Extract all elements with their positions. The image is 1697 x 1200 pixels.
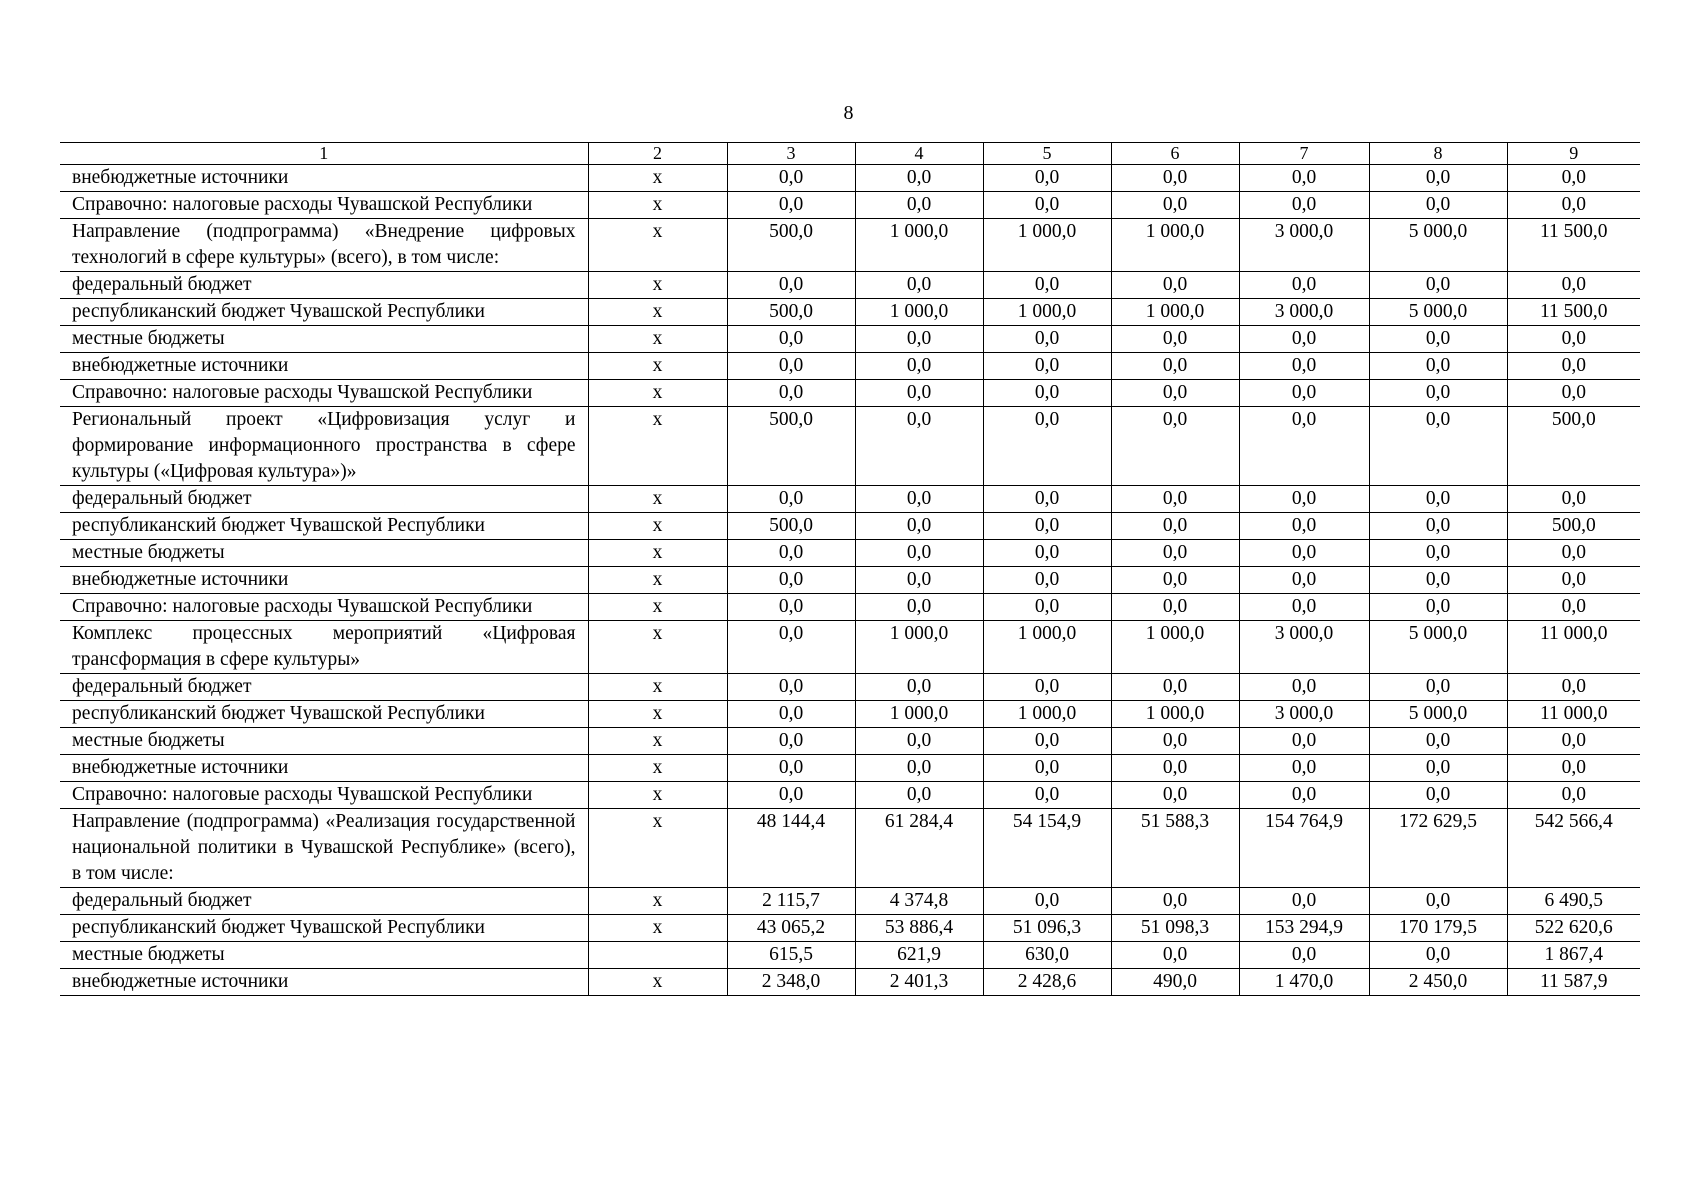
value-cell: 5 000,0: [1369, 701, 1507, 728]
value-cell: 0,0: [1369, 567, 1507, 594]
value-cell: 0,0: [1239, 728, 1369, 755]
row-label: внебюджетные источники: [60, 353, 588, 380]
value-cell: 0,0: [1369, 513, 1507, 540]
value-cell: 0,0: [1111, 755, 1239, 782]
row-code: x: [588, 755, 727, 782]
value-cell: 11 500,0: [1507, 219, 1640, 272]
value-cell: 3 000,0: [1239, 701, 1369, 728]
value-cell: 11 000,0: [1507, 701, 1640, 728]
value-cell: 1 470,0: [1239, 969, 1369, 996]
value-cell: 0,0: [1239, 513, 1369, 540]
value-cell: 0,0: [983, 192, 1111, 219]
table-row: [60, 407, 1640, 486]
value-cell: 43 065,2: [727, 915, 855, 942]
value-cell: 0,0: [1111, 380, 1239, 407]
value-cell: 0,0: [1239, 192, 1369, 219]
value-cell: 1 000,0: [855, 701, 983, 728]
value-cell: 0,0: [1239, 407, 1369, 486]
value-cell: 0,0: [1239, 674, 1369, 701]
table-row: [60, 915, 1640, 942]
table-row: [60, 513, 1640, 540]
column-number-4: 4: [855, 143, 983, 165]
value-cell: 0,0: [727, 674, 855, 701]
value-cell: 172 629,5: [1369, 809, 1507, 888]
value-cell: 0,0: [1239, 942, 1369, 969]
table-row: [60, 594, 1640, 621]
value-cell: 2 348,0: [727, 969, 855, 996]
value-cell: 51 098,3: [1111, 915, 1239, 942]
row-label: федеральный бюджет: [60, 674, 588, 701]
value-cell: 5 000,0: [1369, 621, 1507, 674]
row-code: x: [588, 272, 727, 299]
value-cell: 0,0: [727, 621, 855, 674]
value-cell: 0,0: [1507, 755, 1640, 782]
table-row: [60, 969, 1640, 996]
value-cell: 0,0: [855, 728, 983, 755]
column-number-2: 2: [588, 143, 727, 165]
value-cell: 0,0: [1369, 942, 1507, 969]
row-label: республиканский бюджет Чувашской Республики: [60, 513, 588, 540]
value-cell: 0,0: [1111, 326, 1239, 353]
value-cell: 0,0: [1507, 192, 1640, 219]
row-code: x: [588, 915, 727, 942]
table-row: [60, 809, 1640, 888]
value-cell: 1 000,0: [983, 621, 1111, 674]
value-cell: 53 886,4: [855, 915, 983, 942]
table-row: [60, 486, 1640, 513]
value-cell: 3 000,0: [1239, 621, 1369, 674]
value-cell: 500,0: [727, 299, 855, 326]
column-number-8: 8: [1369, 143, 1507, 165]
value-cell: 0,0: [855, 594, 983, 621]
value-cell: 11 000,0: [1507, 621, 1640, 674]
value-cell: 0,0: [1239, 272, 1369, 299]
row-code: x: [588, 219, 727, 272]
value-cell: 0,0: [1369, 540, 1507, 567]
value-cell: 3 000,0: [1239, 219, 1369, 272]
value-cell: 0,0: [855, 165, 983, 192]
row-label: местные бюджеты: [60, 540, 588, 567]
value-cell: 51 588,3: [1111, 809, 1239, 888]
value-cell: 0,0: [727, 567, 855, 594]
value-cell: 0,0: [1239, 567, 1369, 594]
value-cell: 0,0: [1111, 353, 1239, 380]
value-cell: 0,0: [1111, 407, 1239, 486]
value-cell: 0,0: [1239, 486, 1369, 513]
value-cell: 0,0: [983, 326, 1111, 353]
row-label: Справочно: налоговые расходы Чувашской Республики: [60, 192, 588, 219]
value-cell: 0,0: [983, 513, 1111, 540]
value-cell: 51 096,3: [983, 915, 1111, 942]
column-number-9: 9: [1507, 143, 1640, 165]
row-label: местные бюджеты: [60, 326, 588, 353]
value-cell: 3 000,0: [1239, 299, 1369, 326]
value-cell: 0,0: [983, 674, 1111, 701]
value-cell: 54 154,9: [983, 809, 1111, 888]
value-cell: 0,0: [983, 755, 1111, 782]
value-cell: 0,0: [1369, 353, 1507, 380]
value-cell: 2 115,7: [727, 888, 855, 915]
value-cell: 0,0: [855, 192, 983, 219]
table-row: [60, 165, 1640, 192]
row-label: внебюджетные источники: [60, 567, 588, 594]
value-cell: 0,0: [1239, 326, 1369, 353]
row-label: федеральный бюджет: [60, 272, 588, 299]
value-cell: 0,0: [1111, 165, 1239, 192]
row-label: Направление (подпрограмма) «Внедрение цифровых технологий в сфере культуры» (всего), в том числе:: [60, 219, 588, 272]
value-cell: 61 284,4: [855, 809, 983, 888]
row-code: [588, 942, 727, 969]
table-row: [60, 540, 1640, 567]
value-cell: 0,0: [855, 407, 983, 486]
value-cell: 5 000,0: [1369, 219, 1507, 272]
row-code: x: [588, 513, 727, 540]
table-row: [60, 299, 1640, 326]
value-cell: 0,0: [1111, 728, 1239, 755]
row-code: x: [588, 782, 727, 809]
value-cell: 153 294,9: [1239, 915, 1369, 942]
value-cell: 0,0: [1111, 594, 1239, 621]
value-cell: 0,0: [1507, 272, 1640, 299]
value-cell: 1 000,0: [1111, 299, 1239, 326]
value-cell: 0,0: [1369, 192, 1507, 219]
table-row: [60, 219, 1640, 272]
row-label: внебюджетные источники: [60, 755, 588, 782]
row-code: x: [588, 407, 727, 486]
value-cell: 0,0: [983, 540, 1111, 567]
value-cell: 500,0: [1507, 407, 1640, 486]
value-cell: 1 000,0: [855, 299, 983, 326]
value-cell: 0,0: [1239, 755, 1369, 782]
value-cell: 1 000,0: [1111, 219, 1239, 272]
value-cell: 615,5: [727, 942, 855, 969]
value-cell: 0,0: [1111, 486, 1239, 513]
value-cell: 0,0: [1239, 594, 1369, 621]
value-cell: 0,0: [1111, 674, 1239, 701]
value-cell: 1 000,0: [983, 299, 1111, 326]
value-cell: 0,0: [727, 192, 855, 219]
row-label: республиканский бюджет Чувашской Республики: [60, 701, 588, 728]
table-row: [60, 192, 1640, 219]
row-label: Направление (подпрограмма) «Реализация государственной национальной политики в Чувашской Республике» (всего), в том числе:: [60, 809, 588, 888]
value-cell: 0,0: [855, 326, 983, 353]
value-cell: 0,0: [727, 165, 855, 192]
value-cell: 0,0: [727, 272, 855, 299]
value-cell: 0,0: [855, 380, 983, 407]
value-cell: 0,0: [1111, 567, 1239, 594]
row-code: x: [588, 353, 727, 380]
value-cell: 0,0: [727, 728, 855, 755]
value-cell: 4 374,8: [855, 888, 983, 915]
table-row: [60, 674, 1640, 701]
value-cell: 0,0: [1369, 888, 1507, 915]
value-cell: 0,0: [727, 353, 855, 380]
value-cell: 0,0: [1507, 165, 1640, 192]
row-label: внебюджетные источники: [60, 165, 588, 192]
value-cell: 0,0: [1239, 540, 1369, 567]
value-cell: 0,0: [983, 888, 1111, 915]
table-row: [60, 567, 1640, 594]
column-number-3: 3: [727, 143, 855, 165]
row-code: x: [588, 674, 727, 701]
row-code: x: [588, 809, 727, 888]
value-cell: 500,0: [1507, 513, 1640, 540]
value-cell: 542 566,4: [1507, 809, 1640, 888]
value-cell: 0,0: [1507, 567, 1640, 594]
value-cell: 0,0: [1111, 513, 1239, 540]
value-cell: 0,0: [727, 701, 855, 728]
table-row: [60, 888, 1640, 915]
value-cell: 0,0: [1507, 594, 1640, 621]
value-cell: 0,0: [855, 567, 983, 594]
value-cell: 154 764,9: [1239, 809, 1369, 888]
column-number-6: 6: [1111, 143, 1239, 165]
value-cell: 0,0: [1369, 782, 1507, 809]
row-label: местные бюджеты: [60, 942, 588, 969]
value-cell: 11 500,0: [1507, 299, 1640, 326]
value-cell: 630,0: [983, 942, 1111, 969]
value-cell: 0,0: [983, 165, 1111, 192]
value-cell: 0,0: [1507, 380, 1640, 407]
value-cell: 0,0: [1111, 192, 1239, 219]
row-code: x: [588, 728, 727, 755]
value-cell: 0,0: [983, 594, 1111, 621]
value-cell: 0,0: [727, 540, 855, 567]
table-row: [60, 701, 1640, 728]
value-cell: 2 428,6: [983, 969, 1111, 996]
column-number-row: [60, 143, 1640, 165]
value-cell: 1 000,0: [1111, 621, 1239, 674]
value-cell: 490,0: [1111, 969, 1239, 996]
value-cell: 0,0: [1111, 942, 1239, 969]
value-cell: 0,0: [1507, 353, 1640, 380]
row-code: x: [588, 969, 727, 996]
row-label: местные бюджеты: [60, 728, 588, 755]
value-cell: 500,0: [727, 513, 855, 540]
row-code: x: [588, 192, 727, 219]
row-code: x: [588, 567, 727, 594]
value-cell: 0,0: [727, 380, 855, 407]
value-cell: 0,0: [1369, 272, 1507, 299]
column-number-7: 7: [1239, 143, 1369, 165]
table-row: [60, 353, 1640, 380]
value-cell: 0,0: [1239, 888, 1369, 915]
value-cell: 0,0: [983, 407, 1111, 486]
row-label: республиканский бюджет Чувашской Республики: [60, 299, 588, 326]
value-cell: 0,0: [855, 782, 983, 809]
value-cell: 0,0: [1369, 755, 1507, 782]
row-code: x: [588, 888, 727, 915]
table-row: [60, 942, 1640, 969]
value-cell: 11 587,9: [1507, 969, 1640, 996]
value-cell: 0,0: [983, 486, 1111, 513]
value-cell: 1 000,0: [855, 219, 983, 272]
value-cell: 0,0: [855, 513, 983, 540]
value-cell: 2 450,0: [1369, 969, 1507, 996]
value-cell: 0,0: [727, 486, 855, 513]
value-cell: 0,0: [855, 353, 983, 380]
value-cell: 0,0: [1507, 326, 1640, 353]
value-cell: 0,0: [855, 272, 983, 299]
value-cell: 0,0: [727, 594, 855, 621]
budget-table: [60, 142, 1640, 996]
value-cell: 0,0: [1369, 594, 1507, 621]
table-row: [60, 380, 1640, 407]
table-row: [60, 326, 1640, 353]
value-cell: 0,0: [1111, 540, 1239, 567]
value-cell: 0,0: [983, 353, 1111, 380]
row-label: Региональный проект «Цифровизация услуг и формирование информационного пространства в сфере культуры («Цифровая культура»)»: [60, 407, 588, 486]
value-cell: 5 000,0: [1369, 299, 1507, 326]
row-label: Справочно: налоговые расходы Чувашской Республики: [60, 380, 588, 407]
value-cell: 0,0: [1239, 380, 1369, 407]
column-number-5: 5: [983, 143, 1111, 165]
value-cell: 0,0: [983, 782, 1111, 809]
value-cell: 0,0: [1507, 782, 1640, 809]
value-cell: 0,0: [983, 567, 1111, 594]
value-cell: 0,0: [1507, 674, 1640, 701]
value-cell: 0,0: [855, 486, 983, 513]
value-cell: 0,0: [983, 380, 1111, 407]
value-cell: 6 490,5: [1507, 888, 1640, 915]
value-cell: 0,0: [1507, 486, 1640, 513]
value-cell: 1 000,0: [983, 701, 1111, 728]
page-number: 8: [843, 102, 854, 124]
value-cell: 0,0: [1507, 728, 1640, 755]
value-cell: 0,0: [1369, 326, 1507, 353]
value-cell: 0,0: [1111, 272, 1239, 299]
value-cell: 0,0: [983, 728, 1111, 755]
value-cell: 0,0: [727, 782, 855, 809]
table-row: [60, 621, 1640, 674]
row-code: x: [588, 701, 727, 728]
value-cell: 0,0: [1507, 540, 1640, 567]
value-cell: 2 401,3: [855, 969, 983, 996]
value-cell: 0,0: [1369, 407, 1507, 486]
value-cell: 0,0: [855, 540, 983, 567]
value-cell: 48 144,4: [727, 809, 855, 888]
row-label: федеральный бюджет: [60, 888, 588, 915]
column-number-1: 1: [60, 143, 588, 165]
value-cell: 0,0: [1239, 782, 1369, 809]
row-code: x: [588, 621, 727, 674]
value-cell: 0,0: [727, 326, 855, 353]
row-label: Комплекс процессных мероприятий «Цифровая трансформация в сфере культуры»: [60, 621, 588, 674]
value-cell: 1 000,0: [1111, 701, 1239, 728]
row-label: Справочно: налоговые расходы Чувашской Республики: [60, 594, 588, 621]
value-cell: 500,0: [727, 407, 855, 486]
row-code: x: [588, 594, 727, 621]
row-code: x: [588, 165, 727, 192]
table-row: [60, 728, 1640, 755]
row-code: x: [588, 486, 727, 513]
value-cell: 0,0: [1369, 380, 1507, 407]
table-row: [60, 755, 1640, 782]
value-cell: 621,9: [855, 942, 983, 969]
row-code: x: [588, 540, 727, 567]
row-label: федеральный бюджет: [60, 486, 588, 513]
value-cell: 0,0: [855, 674, 983, 701]
value-cell: 500,0: [727, 219, 855, 272]
value-cell: 170 179,5: [1369, 915, 1507, 942]
value-cell: 0,0: [1369, 165, 1507, 192]
value-cell: 1 000,0: [855, 621, 983, 674]
row-code: x: [588, 299, 727, 326]
value-cell: 1 867,4: [1507, 942, 1640, 969]
row-code: x: [588, 380, 727, 407]
value-cell: 0,0: [1369, 728, 1507, 755]
table-body: [60, 165, 1640, 996]
value-cell: 0,0: [1239, 353, 1369, 380]
value-cell: 0,0: [727, 755, 855, 782]
value-cell: 522 620,6: [1507, 915, 1640, 942]
value-cell: 0,0: [1111, 888, 1239, 915]
table-row: [60, 782, 1640, 809]
row-label: внебюджетные источники: [60, 969, 588, 996]
value-cell: 0,0: [1369, 674, 1507, 701]
value-cell: 0,0: [1111, 782, 1239, 809]
row-label: республиканский бюджет Чувашской Республики: [60, 915, 588, 942]
value-cell: 0,0: [855, 755, 983, 782]
row-code: x: [588, 326, 727, 353]
value-cell: 0,0: [983, 272, 1111, 299]
row-label: Справочно: налоговые расходы Чувашской Республики: [60, 782, 588, 809]
value-cell: 0,0: [1369, 486, 1507, 513]
value-cell: 1 000,0: [983, 219, 1111, 272]
value-cell: 0,0: [1239, 165, 1369, 192]
table-row: [60, 272, 1640, 299]
